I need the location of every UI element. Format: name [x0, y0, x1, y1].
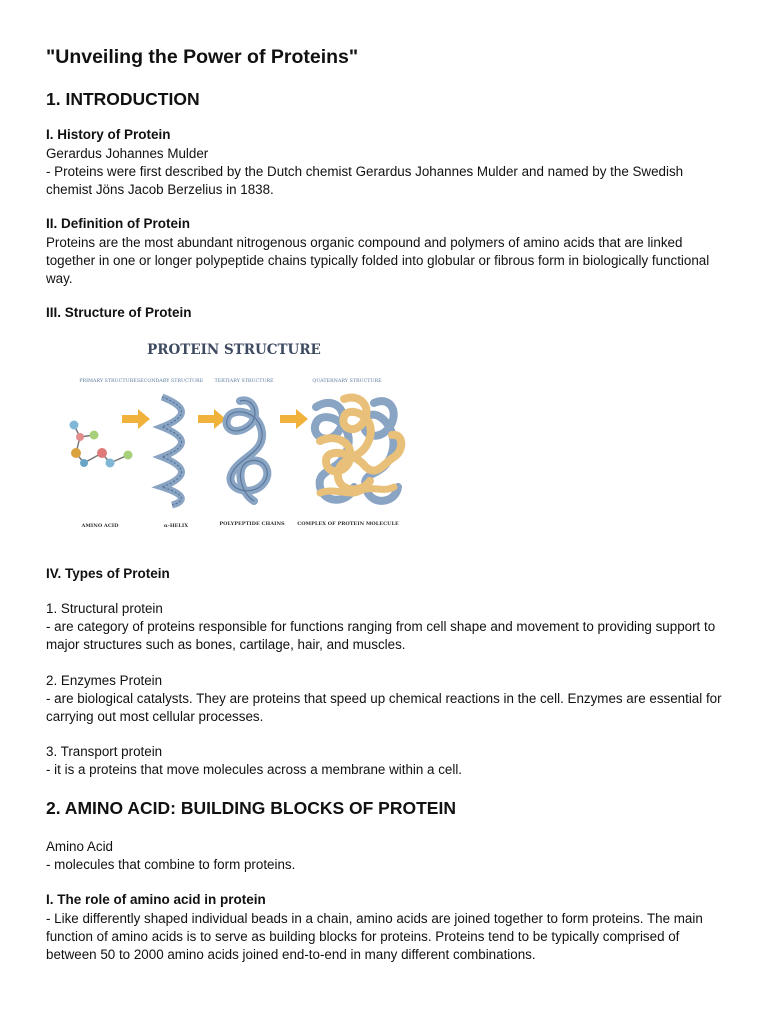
definition-heading: II. Definition of Protein — [46, 216, 190, 231]
document-title: "Unveiling the Power of Proteins" — [46, 46, 359, 68]
type-1-description: - are category of proteins responsible for functions ranging from cell shape and movement to providing support to major structures such as bones, cartilage, hair, and muscles. — [46, 619, 716, 652]
caption-protein-complex: COMPLEX OF PROTEIN MOLECULE — [297, 521, 399, 527]
protein-complex — [315, 398, 401, 501]
protein-structure-figure — [54, 337, 406, 537]
amino-acid-description: - molecules that combine to form proteins. — [46, 857, 296, 872]
section-introduction-heading: 1. INTRODUCTION — [46, 89, 200, 109]
alpha-helix — [162, 397, 182, 505]
protein-structure-illustration — [54, 337, 406, 537]
section-amino-acid-heading: 2. AMINO ACID: BUILDING BLOCKS OF PROTEIN — [46, 798, 456, 818]
stage-label-tertiary: TERTIARY STRUCTURE — [214, 379, 274, 384]
type-1-label: 1. Structural protein — [46, 601, 163, 616]
caption-amino-acid: AMINO ACID — [81, 523, 119, 529]
definition-text: Proteins are the most abundant nitrogenous organic compound and polymers of amino acids that are linked together in one or longer polypeptide chains typically folded into globular or fibrous form in biologically functional way. — [46, 235, 710, 286]
caption-polypeptide-chains: POLYPEPTIDE CHAINS — [219, 521, 285, 527]
stage-label-secondary: SECONDARY STRUCTURE — [136, 379, 204, 384]
stage-label-quaternary: QUATERNARY STRUCTURE — [312, 379, 382, 384]
type-2-label: 2. Enzymes Protein — [46, 673, 163, 688]
history-line-1: Gerardus Johannes Mulder — [46, 146, 209, 161]
history-heading: I. History of Protein — [46, 127, 171, 142]
role-heading: I. The role of amino acid in protein — [46, 892, 266, 907]
type-3-label: 3. Transport protein — [46, 744, 163, 759]
amino-acid-label: Amino Acid — [46, 839, 113, 854]
stage-label-primary: PRIMARY STRUCTURE — [79, 379, 137, 384]
amino-acid-beads — [70, 421, 133, 468]
history-line-2: - Proteins were first described by the Dutch chemist Gerardus Johannes Mulder and named by the Swedish chemist Jöns Jacob Berzelius in 1838. — [46, 164, 684, 197]
role-text: - Like differently shaped individual beads in a chain, amino acids are joined together to form proteins. The main function of amino acids is to serve as building blocks for proteins. Proteins tend to be typically comprised of between 50 to 2000 amino acids joined end-to-end in many different combinations. — [46, 911, 703, 962]
figure-title: PROTEIN STRUCTURE — [147, 342, 321, 358]
type-2-description: - are biological catalysts. They are proteins that speed up chemical reactions in the cell. Enzymes are essential for carrying out most cellular processes. — [46, 691, 722, 724]
type-3-description: - it is a proteins that move molecules across a membrane within a cell. — [46, 762, 463, 777]
polypeptide-chain — [227, 400, 268, 501]
stage-arrows — [122, 409, 308, 429]
structure-heading: III. Structure of Protein — [46, 305, 192, 320]
caption-alpha-helix: α-HELIX — [163, 523, 189, 529]
types-heading: IV. Types of Protein — [46, 566, 170, 581]
